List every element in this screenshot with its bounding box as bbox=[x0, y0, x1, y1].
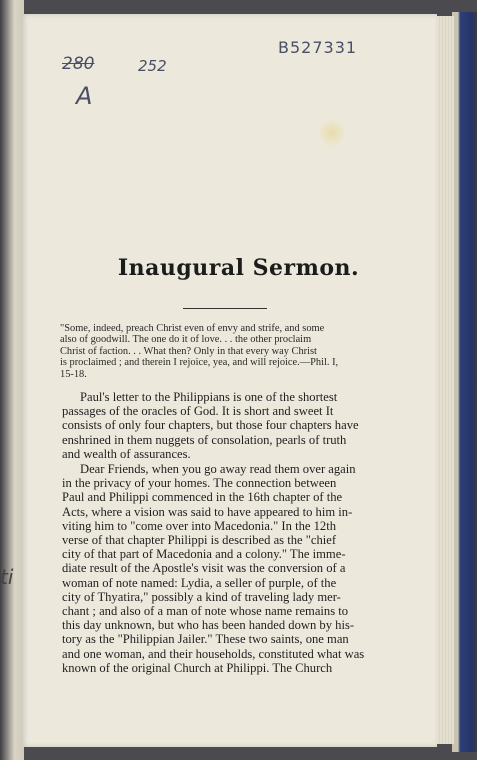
catalog-number-annotation: B527331 bbox=[278, 38, 358, 57]
paragraph-2 bbox=[62, 462, 386, 675]
margin-handwriting: ti bbox=[0, 565, 14, 589]
body-line: this day unknown, but who has been handed down by his- bbox=[62, 618, 355, 633]
letter-annotation: A bbox=[76, 82, 93, 110]
epigraph-line: also of goodwill. The one do it of love. . . the other proclaim bbox=[60, 334, 312, 346]
title-divider bbox=[183, 308, 267, 309]
epigraph-line: Christ of faction. . . What then? Only in that every way Christ bbox=[60, 345, 317, 357]
body-line: city of Thyatira," possibly a kind of traveling lady mer- bbox=[62, 589, 341, 604]
page-number-annotation: 252 bbox=[138, 57, 167, 75]
book-cover-right bbox=[452, 12, 477, 752]
body-line: consists of only four chapters, but those four chapters have bbox=[62, 418, 359, 433]
book-cover-left bbox=[0, 0, 24, 760]
body-line: chant ; and also of a man of note whose name remains to bbox=[62, 604, 349, 619]
paper-stain bbox=[320, 118, 344, 148]
body-line: tory as the "Philippian Jailer." These two saints, one man bbox=[62, 632, 349, 647]
body-line: in the privacy of your homes. The connection between bbox=[62, 476, 337, 491]
body-line: and wealth of assurances. bbox=[62, 446, 191, 461]
epigraph-line: "Some, indeed, preach Christ even of envy and strife, and some bbox=[60, 323, 325, 334]
body-line: Dear Friends, when you go away read them over again bbox=[80, 462, 356, 477]
sermon-body bbox=[62, 390, 386, 675]
epigraph-line: 15-18. bbox=[60, 368, 87, 380]
struck-number-annotation: 280 bbox=[62, 54, 95, 74]
body-line: diate result of the Apostle's visit was the conversion of a bbox=[62, 561, 346, 576]
page-stack-edge bbox=[437, 16, 454, 744]
body-line: woman of note named: Lydia, a seller of purple, of the bbox=[62, 575, 337, 590]
body-line: city of that part of Macedonia and a colony." The imme- bbox=[62, 547, 346, 562]
body-line: Paul's letter to the Philippians is one of the shortest bbox=[80, 390, 338, 404]
paragraph-1 bbox=[62, 390, 386, 461]
body-line: known of the original Church at Philippi. The Church bbox=[62, 660, 333, 675]
body-line: Acts, where a vision was said to have appeared to him in- bbox=[62, 504, 353, 519]
page-title: Inaugural Sermon. bbox=[117, 255, 360, 281]
body-line: enshrined in them nuggets of consolation, pearls of truth bbox=[62, 432, 347, 447]
body-line: Paul and Philippi commenced in the 16th chapter of the bbox=[62, 490, 343, 505]
body-line: and one woman, and their households, constituted what was bbox=[62, 646, 365, 661]
epigraph-line: is proclaimed ; and therein I rejoice, yea, and will rejoice.—Phil. I, bbox=[60, 357, 339, 369]
body-line: passages of the oracles of God. It is short and sweet It bbox=[62, 404, 334, 419]
epigraph bbox=[60, 323, 360, 380]
body-line: viting him to "come over into Macedonia." In the 12th bbox=[62, 518, 336, 533]
body-line: verse of that chapter Philippi is described as the "chief bbox=[62, 533, 337, 548]
